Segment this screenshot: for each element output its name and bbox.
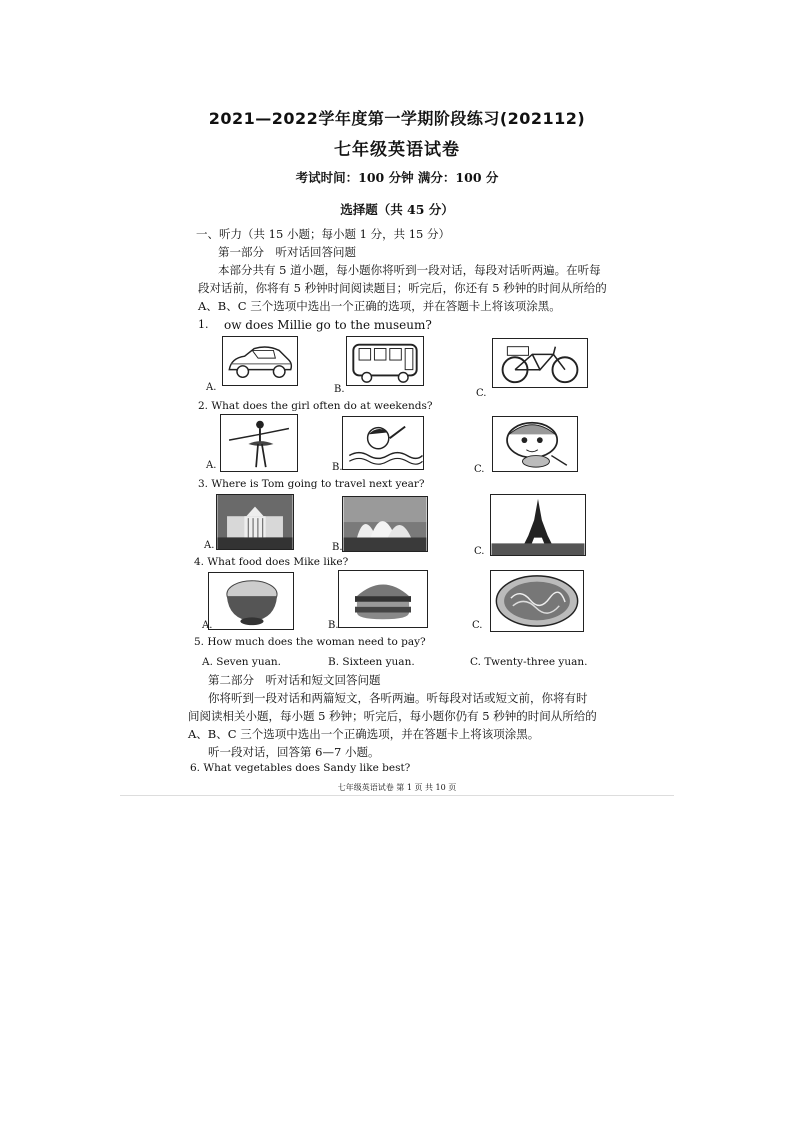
- question-5-option-b: B. Sixteen yuan.: [328, 656, 415, 668]
- part2-dialog-note: 听一段对话，回答第 6—7 小题。: [208, 745, 380, 759]
- sydney-opera-house-image: [342, 496, 428, 552]
- question-6-text: 6. What vegetables does Sandy like best?: [190, 762, 411, 774]
- question-3-text: 3. Where is Tom going to travel next year?: [198, 478, 425, 490]
- question-3-number: 3.: [198, 478, 209, 490]
- question-1-option-a: A.: [206, 382, 217, 393]
- exam-info: 考试时间：100 分钟 满分：100 分: [295, 170, 499, 185]
- question-4-number: 4.: [194, 556, 205, 568]
- part2-instruction-3: A、B、C 三个选项中选出一个正确选项，并在答题卡上将该项涂黑。: [188, 727, 540, 741]
- question-5-option-c: C. Twenty-three yuan.: [470, 656, 588, 668]
- question-3-option-b: B.: [332, 542, 343, 553]
- question-4-option-c: C.: [472, 620, 483, 631]
- question-4-option-a: A.: [202, 620, 213, 631]
- question-4-text: 4. What food does Mike like?: [194, 556, 349, 568]
- question-1-text: ow does Millie go to the museum?: [224, 318, 432, 332]
- hamburger-image: [338, 570, 428, 628]
- part1-subheading: 第一部分 听对话回答问题: [218, 245, 356, 259]
- footer-divider: [120, 795, 674, 796]
- question-1-option-c: C.: [476, 388, 487, 399]
- question-1-number: 1.: [198, 318, 209, 331]
- part1-instruction-2: 段对话前，你将有 5 秒钟时间阅读题目；听完后，你还有 5 秒钟的时间从所给的: [198, 281, 607, 295]
- swimming-image: [342, 416, 424, 470]
- question-1-option-b: B.: [334, 384, 345, 395]
- question-5-text: 5. How much does the woman need to pay?: [194, 636, 426, 648]
- question-3-option-a: A.: [204, 540, 215, 551]
- question-2-option-c: C.: [474, 464, 485, 475]
- part2-instruction-1: 你将听到一段对话和两篇短文，各听两遍。听每段对话或短文前，你将有时: [208, 691, 588, 705]
- bicycle-image: [492, 338, 588, 388]
- part1-instruction-1: 本部分共有 5 道小题，每小题你将听到一段对话，每段对话听两遍。在听每: [218, 263, 601, 277]
- question-5-number: 5.: [194, 636, 205, 648]
- question-2-number: 2.: [198, 400, 209, 412]
- bus-image: [346, 336, 424, 386]
- car-image: [222, 336, 298, 386]
- question-5-option-a: A. Seven yuan.: [202, 656, 281, 668]
- section-title: 选择题（共 45 分）: [340, 202, 454, 217]
- exam-subtitle: 七年级英语试卷: [334, 140, 460, 160]
- part1-heading: 一、听力（共 15 小题；每小题 1 分，共 15 分）: [196, 227, 451, 241]
- question-4-option-b: B.: [328, 620, 339, 631]
- white-house-image: [216, 494, 294, 550]
- part2-instruction-2: 间阅读相关小题，每小题 5 秒钟；听完后，每小题你仍有 5 秒钟的时间从所给的: [188, 709, 597, 723]
- part2-subheading: 第二部分 听对话和短文回答问题: [208, 673, 381, 687]
- eiffel-tower-image: [490, 494, 586, 556]
- question-3-option-c: C.: [474, 546, 485, 557]
- question-2-text: 2. What does the girl often do at weekends?: [198, 400, 433, 412]
- question-2-option-a: A.: [206, 460, 217, 471]
- page-footer: 七年级英语试卷 第 1 页 共 10 页: [337, 783, 457, 792]
- eating-image: [492, 416, 578, 472]
- part1-instruction-3: A、B、C 三个选项中选出一个正确的选项，并在答题卡上将该项涂黑。: [198, 299, 561, 313]
- question-2-option-b: B.: [332, 462, 343, 473]
- noodles-image: [490, 570, 584, 632]
- ballet-image: [220, 414, 298, 472]
- exam-title: 2021—2022学年度第一学期阶段练习(202112): [208, 109, 586, 128]
- rice-image: [208, 572, 294, 630]
